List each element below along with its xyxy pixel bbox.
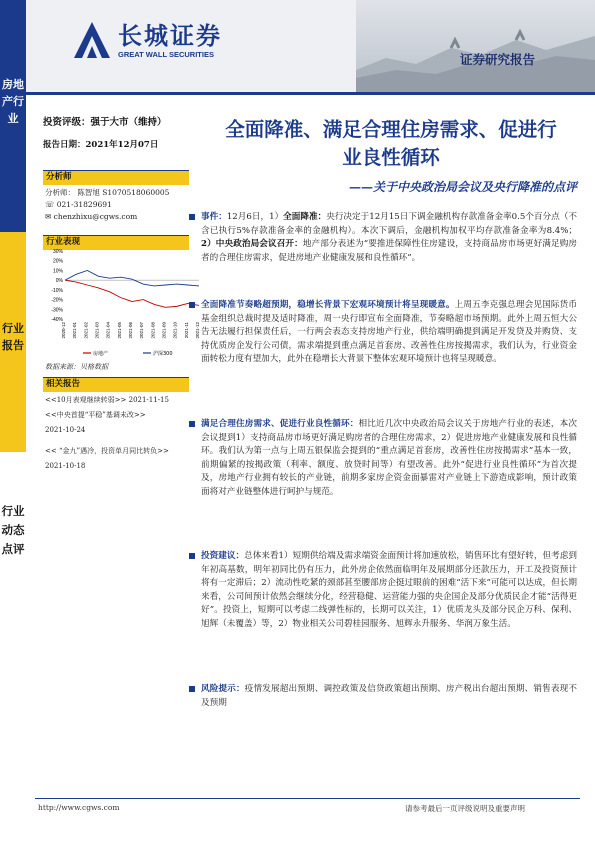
x-tick-label: 2021-04 [105,322,111,339]
bullet-icon [189,686,195,692]
date-value: 2021年12月07日 [85,140,159,150]
page-header [26,0,595,92]
x-tick-label: 2021-08 [150,322,156,339]
date-label: 报告日期： [43,140,86,150]
chart-source: 数据来源：贝格数据 [45,363,108,371]
rating-value: 强于大市（维持） [90,117,167,128]
advice-lead: 投资建议： [201,551,245,561]
legend-label: 沪深300 [153,351,173,357]
x-tick-label: 2021-05 [116,322,122,339]
report-type-label: 证券研究报告 [460,52,536,67]
sidebar-report-label: 行业报告 [2,322,24,352]
header-divider [26,92,595,95]
x-tick-label: 2021-12 [195,322,200,339]
logo-mark-icon [70,18,114,62]
x-tick-label: 2021-10 [172,322,178,339]
x-tick-label: 2021-06 [128,322,133,339]
company-logo [70,14,240,74]
y-tick-label: -20% [51,297,63,304]
x-tick-label: 2021-02 [83,322,89,339]
footer-url[interactable]: http://www.cgws.com [38,803,120,812]
title-line-1: 全面降准、满足合理住房需求、促进行 [225,118,557,141]
great-wall-icon [356,0,595,92]
report-subtitle: ——关于中央政治局会议及央行降准的点评 [348,180,577,194]
logo-cn-text: 长城证券 [118,21,222,50]
sidebar-mid-block [0,232,26,452]
analyst-email[interactable]: chenzhixu@cgws.com [53,212,138,221]
email-icon: ✉ [45,212,54,221]
x-tick-label: 2021-11 [183,322,189,339]
event-text-c: 央行决定于12月15日下调金融机构存款准备金率0.5个百分点（不含已执行5%存款准备金率的金融机构）。本次下调后，金融机构加权平均存款准备金率为8.4%； [201,212,577,236]
series-line-hs300 [65,270,199,286]
bullet-icon [189,302,195,308]
x-tick-label: 2021-09 [161,322,167,339]
phone-icon: ☏ [45,200,57,209]
advice-body: 总体来看1）短期供给端及需求端资金面预计将加速放松，销售环比有望好转，但考虑到年初高基数，明年初同比仍有压力，此外房企依然面临明年及展期部分还款压力，开工及投资预计将有一定滞后；2）流动性吃紧的颈部甚至腰部房企挺过眼前的困难“活下来”可能可以达成，但长期来看，公司间预计依然会继续分化，经营稳健、运营能力强的央企国企及部分优质民企才能“活得更好”。投资上，短期可以考虑二线弹性标的，长期可以关注，1）优质龙头及部分民企万科、保利、旭辉（未覆盖）等，2）物业相关公司碧桂园服务、旭辉永升服务、华润万象生活。 [201,551,577,629]
event-lead: 事件： [201,212,227,222]
rrr-paragraph [201,299,577,367]
industry-section-header: 行业表现 [43,235,189,250]
analyst-email-line [45,211,137,222]
sidebar-type-label: 行业动态点评 [1,504,25,556]
housing-body: 相比近几次中央政治局会议关于房地产行业的表述，本次会议提到1）支持商品房市场更好满足购房者的合理住房需求，2）促进房地产业健康发展和良性循环。我们认为第一点与上周五银保监会提到的“重点满足首套房，改善性住房按揭需求”基本一致，前期偏紧的按揭政策（利率、额度、放贷时间等）有望改善。此外“促进行业良性循环”为首次提及，房地产行业拥有较长的产业链，前期多家房企资金面暴雷对产业链上下游造成影响，预计政策面将对产业链整体进行呵护与规范。 [201,419,577,497]
related-item-title: << “金九”遇冷，投资单月同比转负>> [45,447,169,455]
risk-paragraph [201,683,577,710]
title-line-2: 业良性循环 [342,146,440,169]
sidebar-top-block [0,0,26,232]
y-tick-label: -40% [51,317,63,323]
related-item-2-date: 2021-10-24 [45,426,86,434]
related-item-3[interactable] [45,446,169,457]
logo-en-text: GREAT WALL SECURITIES [118,50,214,59]
x-tick-label: 2021-03 [94,322,100,339]
risk-body: 疫情发展超出预期、调控政策及信贷政策超出预期、房产税出台超出预期、销售表现不及预期 [201,684,577,708]
y-tick-label: 20% [52,258,63,265]
y-tick-label: 30% [52,249,63,255]
rating-line [43,114,167,128]
housing-paragraph [201,418,577,500]
related-item-title: <<中央首提“平稳”基调未改>> [45,411,146,419]
event-text-e: 地产部分表述为“要推进保障性住房建设，支持商品房市场更好满足购房者的合理住房需求，促进房地产业健康发展和良性循环”。 [201,239,577,263]
analyst-phone: 021-31829691 [56,200,112,209]
rating-label: 投资评级： [43,117,91,128]
rrr-body: 上周五李克强总理会见国际货币基金组织总裁时提及适时降准，周一央行即宣布全面降准，节奏略超市场预期。此外上周五恒大公告无法履行担保责任后，一行两会表态支持房地产行业，供给端明确提到满足开发贷及并购贷、支持优质房企发行公司债，需求端提到重点满足首套房、改善性住房按揭需求，我们认为，行业资金面转松力度有望加大，此外在稳增长大背景下整体宏观环境预计也将呈现暖意。 [201,300,577,365]
x-tick-label: 2020-12 [61,322,66,339]
related-item-2[interactable] [45,410,146,421]
great-wall-photo [356,0,595,92]
related-item-title: <<10月表观继续转弱>> [45,396,127,404]
risk-lead: 风险提示： [201,684,245,694]
analyst-phone-line [45,199,112,210]
event-text-b: 全面降准： [283,212,327,222]
x-tick-label: 2021-07 [139,322,145,339]
y-tick-label: -10% [51,287,63,294]
related-item-1[interactable] [45,395,169,406]
sidebar-industry-label: 房地产行业 [2,78,24,125]
related-item-date: 2021-11-15 [128,396,169,404]
event-paragraph [201,211,577,265]
event-text-d: 2）中央政治局会议召开： [201,239,303,250]
footer-divider [35,798,580,799]
industry-chart-svg [43,247,203,359]
sidebar-bottom-block [0,452,26,841]
rrr-lead: 全面降准节奏略超预期，稳增长背景下宏观环境预计将呈现暖意。 [201,300,455,310]
report-title [205,116,577,172]
legend-label: 房地产 [93,351,109,357]
y-tick-label: -30% [51,307,63,314]
bullet-icon [189,214,195,220]
related-item-3-date: 2021-10-18 [45,462,86,470]
analyst-section-header: 分析师 [43,170,189,185]
advice-paragraph [201,550,577,632]
industry-chart [43,247,203,359]
footer-disclaimer: 请参考最后一页评级说明及重要声明 [405,804,525,813]
housing-lead: 满足合理住房需求、促进行业良性循环： [201,419,359,429]
y-tick-label: 10% [52,268,63,275]
related-section-header: 相关报告 [43,377,189,392]
analyst-name: 分析师： 陈智旭 S1070518060005 [45,188,170,197]
sidebar [0,0,26,841]
x-tick-label: 2021-01 [72,322,78,339]
bullet-icon [189,421,195,427]
bullet-icon [189,553,195,559]
y-tick-label: 0% [55,278,63,285]
event-text-a: 12月6日，1） [226,212,284,222]
date-line [43,138,158,150]
